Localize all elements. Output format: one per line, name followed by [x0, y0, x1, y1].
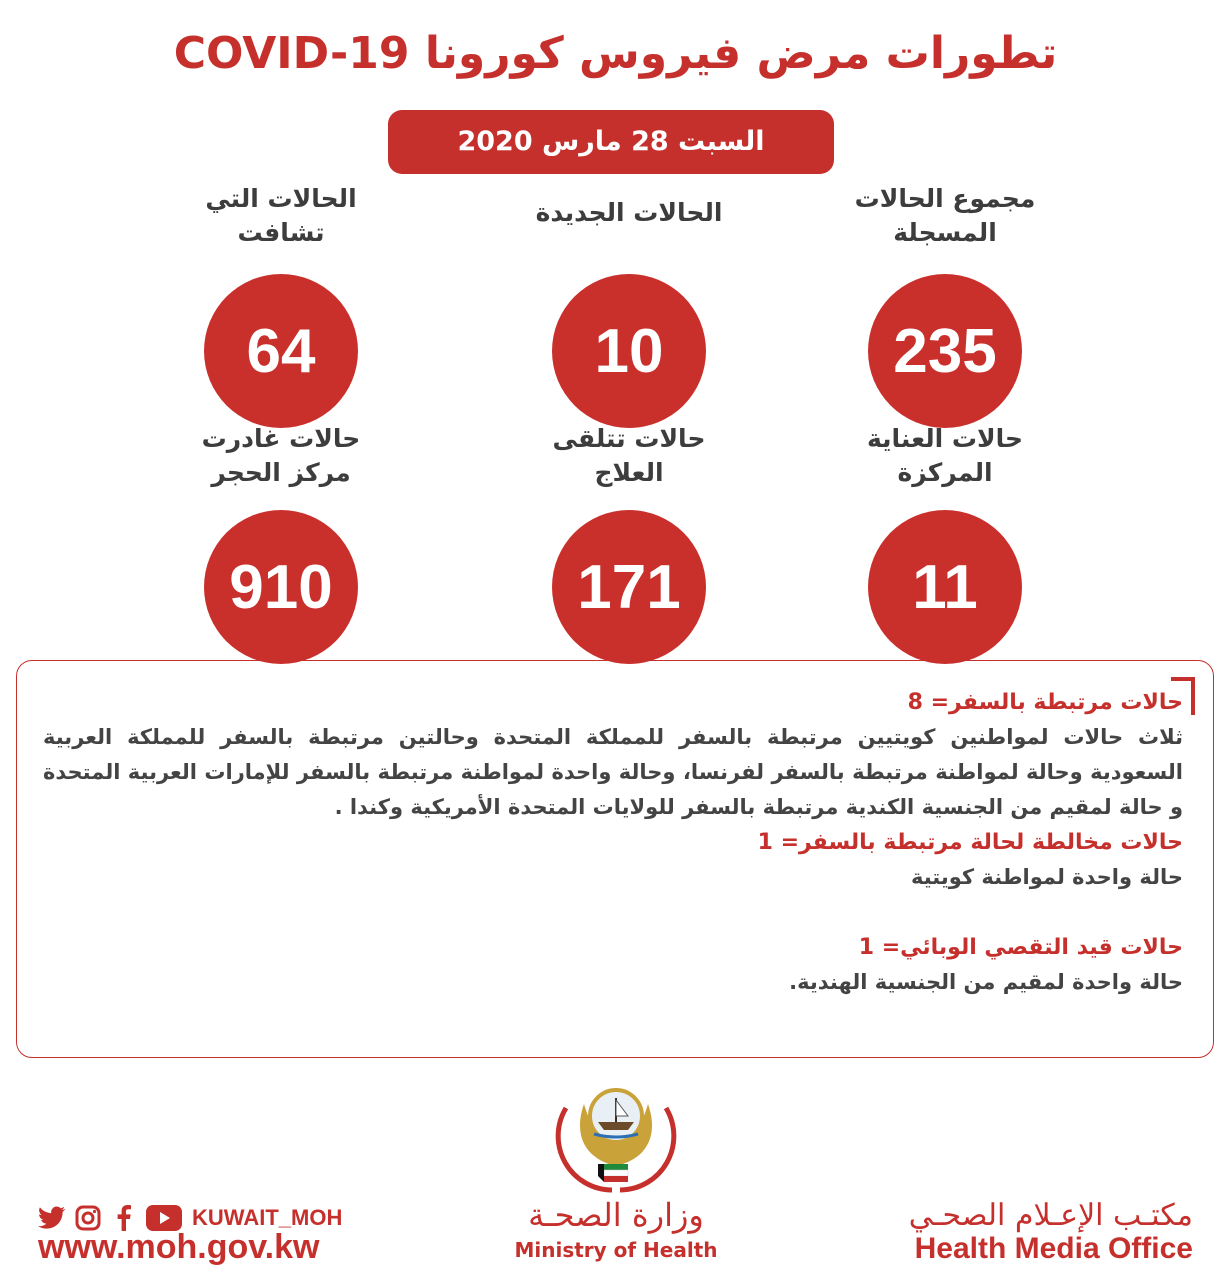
stat-treatment — [464, 420, 794, 664]
page-title: تطورات مرض فيروس كورونا COVID-19 — [173, 28, 1058, 79]
stat-recovered-label: الحالات التي تشافت — [205, 184, 357, 247]
stat-new-label: الحالات الجديدة — [535, 198, 723, 227]
ministry-emblem-icon — [552, 1078, 680, 1196]
notes-content — [43, 685, 1183, 1000]
travel-cases-text: ثلاث حالات لمواطنين كويتيين مرتبطة بالسفر للمملكة المتحدة وحالتين مرتبطة بالسفر للمملكة العربية السعودية وحالة لمواطنة مرتبطة بالسفر لفرنسا، وحالة واحدة لمواطنة مرتبطة بالسفر للإمارات العربية المتحدة و حالة لمقيم من الجنسية الكندية مرتبطة بالسفر للولايات المتحدة الأمريكية وكندا . — [43, 725, 1183, 819]
travel-cases-heading: حالات مرتبطة بالسفر= 8 — [907, 690, 1183, 715]
contact-cases-text: حالة واحدة لمواطنة كويتية — [910, 865, 1183, 889]
notes-panel — [16, 660, 1214, 1058]
stat-recovered-value: 64 — [204, 274, 358, 428]
social-handle[interactable]: KUWAIT_MOH — [192, 1205, 343, 1230]
stat-new-value: 10 — [552, 274, 706, 428]
ministry-name-english: Ministry of Health — [514, 1238, 718, 1262]
ministry-name-arabic: وزارة الصحـة — [528, 1196, 704, 1234]
stat-recovered — [116, 180, 446, 428]
date-badge: السبت 28 مارس 2020 — [388, 110, 834, 174]
stat-total — [780, 180, 1110, 428]
stat-new — [464, 180, 794, 428]
investigation-cases-text: حالة واحدة لمقيم من الجنسية الهندية. — [789, 970, 1183, 994]
contact-cases-heading: حالات مخالطة لحالة مرتبطة بالسفر= 1 — [757, 830, 1183, 855]
office-name-english: Health Media Office — [914, 1232, 1193, 1265]
stat-treatment-label: حالات تتلقى العلاج — [552, 424, 706, 487]
website-link[interactable]: www.moh.gov.kw — [38, 1228, 320, 1266]
stat-icu-label: حالات العناية المركزة — [866, 424, 1024, 487]
stat-total-label: مجموع الحالات المسجلة — [854, 184, 1036, 247]
stat-icu-value: 11 — [868, 510, 1022, 664]
investigation-cases-heading: حالات قيد التقصي الوبائي= 1 — [858, 935, 1183, 960]
stat-quarantine-left — [116, 420, 446, 664]
stat-quarantine-left-label: حالات غادرت مركز الحجر — [201, 424, 361, 487]
stat-total-value: 235 — [868, 274, 1022, 428]
stat-treatment-value: 171 — [552, 510, 706, 664]
stat-quarantine-left-value: 910 — [204, 510, 358, 664]
office-name-arabic: مكتـب الإعـلام الصحـي — [908, 1198, 1193, 1233]
stat-icu — [780, 420, 1110, 664]
